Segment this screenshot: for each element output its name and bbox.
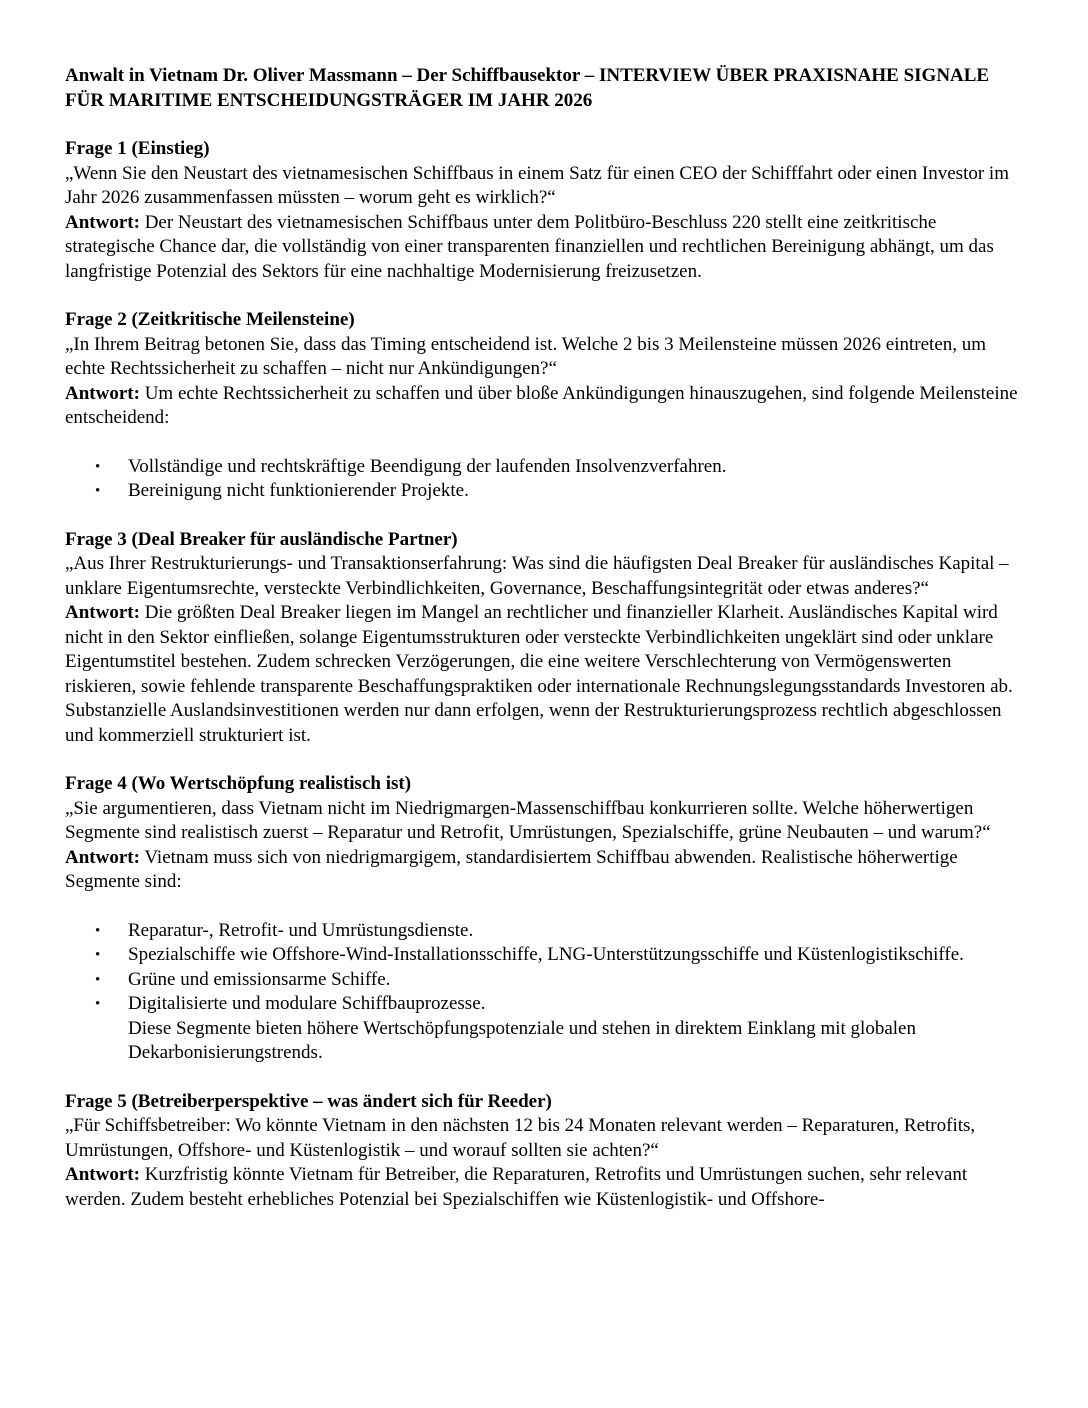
list-item-text: Vollständige und rechtskräftige Beendigung der laufenden Insolvenzverfahren. — [128, 455, 727, 477]
list-item-text: Bereinigung nicht funktionierender Projekte. — [128, 480, 469, 501]
question-text: „Wenn Sie den Neustart des vietnamesischen Schiffbaus in einem Satz für einen CEO der Schifffahrt oder einen Investor im Jahr 2026 zusammenfassen müssten – worum geht es wirklich?“ — [65, 162, 1009, 208]
answer-label: Antwort: — [65, 1164, 140, 1185]
answer-label: Antwort: — [65, 211, 140, 233]
question-text: „Für Schiffsbetreiber: Wo könnte Vietnam in den nächsten 12 bis 24 Monaten relevant werden – Reparaturen, Retrofits, Umrüstungen, Offshore- und Küstenlogistik – und worauf sollten sie achten?“ — [65, 1115, 976, 1161]
question-text: „In Ihrem Beitrag betonen Sie, dass das Timing entscheidend ist. Welche 2 bis 3 Meilensteine müssen 2026 eintreten, um echte Rechtssicherheit zu schaffen – nicht nur Ankündigungen?“ — [65, 333, 987, 379]
interview-section-3 — [65, 528, 1025, 749]
interview-section-5 — [65, 1090, 1025, 1213]
document-title: Anwalt in Vietnam Dr. Oliver Massmann – Der Schiffbausektor – INTERVIEW ÜBER PRAXISNAHE SIGNALE FÜR MARITIME ENTSCHEIDUNGSTRÄGER IM JAHR 2026 — [65, 65, 990, 111]
answer-body: Die größten Deal Breaker liegen im Mangel an rechtlicher und finanzieller Klarheit. Ausländisches Kapital wird nicht in den Sektor einfließen, solange Eigentumsstrukturen oder versteckte Verbindlichkeiten ungeklärt sind oder unklare Eigentumstitel bestehen. Zudem schrecken Verzögerungen, die eine weitere Verschlechterung von Vermögenswerten riskieren, sowie fehlende transparente Beschaffungspraktiken oder internationale Rechnungslegungsstandards Investoren ab. Substanzielle Auslandsinvestitionen werden nur dann erfolgen, wenn der Restrukturierungsprozess rechtlich abgeschlossen und kommerziell strukturiert ist. — [65, 602, 1013, 746]
answer-text — [65, 1163, 1025, 1212]
document-page — [65, 64, 1025, 1236]
answer-body: Kurzfristig könnte Vietnam für Betreiber, die Reparaturen, Retrofits und Umrüstungen suchen, sehr relevant werden. Zudem besteht erhebliches Potenzial bei Spezialschiffen wie Küstenlogistik- und Offshore- — [65, 1164, 968, 1210]
bullet-icon: • — [95, 947, 101, 963]
bullet-list — [65, 455, 1025, 504]
list-item-text: Spezialschiffe wie Offshore-Wind-Installationsschiffe, LNG-Unterstützungsschiffe und Küstenlogistikschiffe. — [128, 944, 964, 965]
list-item — [65, 943, 1025, 968]
bullet-icon: • — [95, 996, 101, 1012]
list-item-continuation: Diese Segmente bieten höhere Wertschöpfungspotenziale und stehen in direktem Einklang mit globalen Dekarbonisierungstrends. — [128, 1017, 916, 1063]
list-item — [65, 455, 1025, 480]
bullet-icon: • — [95, 922, 101, 939]
question-text: „Sie argumentieren, dass Vietnam nicht im Niedrigmargen-Massenschiffbau konkurrieren sollte. Welche höherwertigen Segmente sind realistisch zuerst – Reparatur und Retrofit, Umrüstungen, Spezialschiffe, grüne Neubauten – und warum?“ — [65, 797, 991, 843]
answer-body: Der Neustart des vietnamesischen Schiffbaus unter dem Politbüro-Beschluss 220 stellt eine zeitkritische strategische Chance dar, die vollständig von einer transparenten finanziellen und rechtlichen Bereinigung abhängt, um das langfristige Potenzial des Sektors für eine nachhaltige Modernisierung freizusetzen. — [65, 211, 994, 282]
bullet-icon: • — [95, 971, 101, 988]
list-item-text: Reparatur-, Retrofit- und Umrüstungsdienste. — [128, 919, 474, 941]
list-item-text: Digitalisierte und modulare Schiffbauprozesse. — [128, 993, 486, 1014]
list-item — [65, 992, 1025, 1066]
question-heading: Frage 3 (Deal Breaker für ausländische Partner) — [65, 528, 458, 550]
question-heading: Frage 5 (Betreiberperspektive – was ändert sich für Reeder) — [65, 1090, 552, 1112]
question-heading: Frage 4 (Wo Wertschöpfung realistisch ist) — [65, 773, 412, 794]
answer-body: Um echte Rechtssicherheit zu schaffen und über bloße Ankündigungen hinauszugehen, sind folgende Meilensteine entscheidend: — [65, 382, 1018, 428]
answer-text — [65, 382, 1025, 431]
bullet-icon: • — [95, 483, 101, 499]
answer-label: Antwort: — [65, 382, 140, 404]
interview-section-1 — [65, 137, 1025, 284]
list-item — [65, 479, 1025, 504]
answer-text — [65, 211, 1025, 285]
answer-text — [65, 846, 1025, 895]
interview-section-2 — [65, 308, 1025, 504]
answer-label: Antwort: — [65, 602, 140, 623]
list-item-text: Grüne und emissionsarme Schiffe. — [128, 968, 391, 990]
bullet-icon: • — [95, 458, 101, 475]
interview-section-4 — [65, 772, 1025, 1066]
answer-label: Antwort: — [65, 846, 140, 868]
bullet-list — [65, 919, 1025, 1066]
question-heading: Frage 1 (Einstieg) — [65, 138, 210, 159]
answer-text — [65, 601, 1025, 748]
question-heading: Frage 2 (Zeitkritische Meilensteine) — [65, 309, 355, 330]
list-item — [65, 919, 1025, 944]
question-text: „Aus Ihrer Restrukturierungs- und Transaktionserfahrung: Was sind die häufigsten Deal Breaker für ausländisches Kapital – unklare Eigentumsrechte, versteckte Verbindlichkeiten, Governance, Beschaffungsintegrität oder etwas anderes?“ — [65, 553, 1009, 599]
list-item — [65, 968, 1025, 993]
answer-body: Vietnam muss sich von niedrigmargigem, standardisiertem Schiffbau abwenden. Realistische höherwertige Segmente sind: — [65, 846, 958, 892]
